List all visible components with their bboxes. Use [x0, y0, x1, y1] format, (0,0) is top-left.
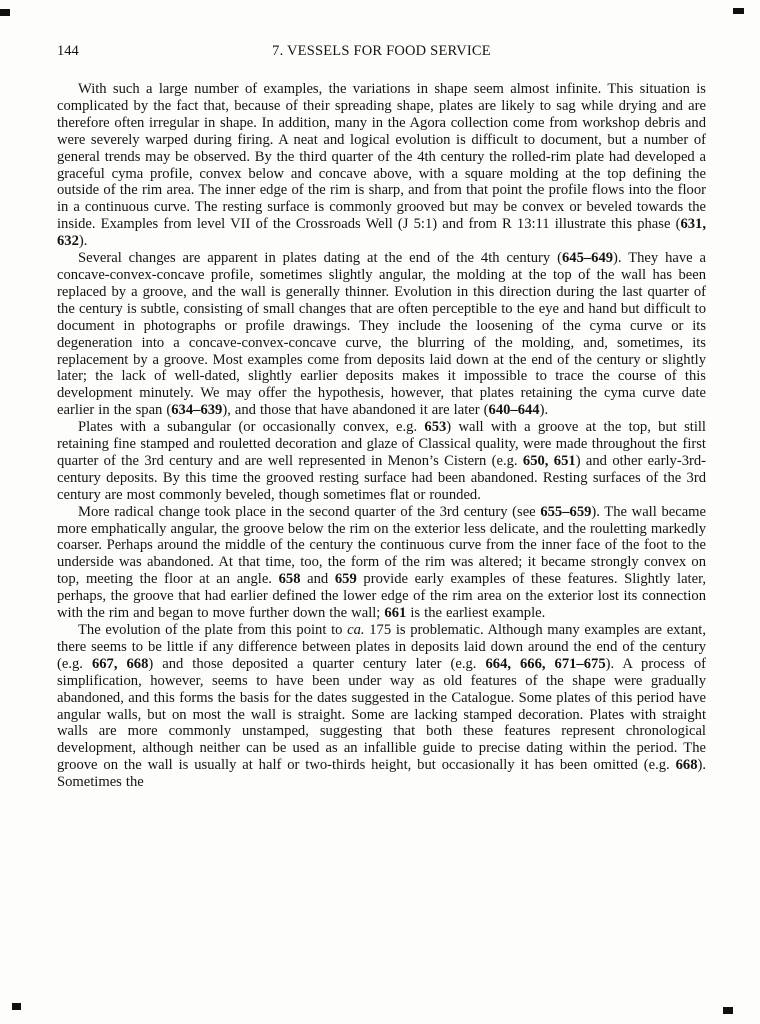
catalogue-number: 664, 666, 671–675: [485, 655, 606, 672]
paragraph: [57, 250, 706, 419]
text-run: ) and those deposited a quarter century later (e.g.: [148, 655, 486, 672]
catalogue-number: 640–644: [488, 402, 540, 419]
paragraph: [57, 81, 706, 250]
text-run: 175 is problematic. Although many examples are extant, there seems to be little if any difference between plates in deposits laid down around the end of the century (e.g.: [57, 622, 707, 672]
text-run: ).: [539, 402, 549, 419]
page-body: [57, 81, 706, 791]
page-number: 144: [57, 43, 79, 59]
paragraph: [57, 419, 706, 504]
catalogue-number: 650, 651: [522, 452, 576, 469]
scan-artifact-top-left: [0, 9, 10, 16]
catalogue-number: 668: [675, 757, 698, 774]
catalogue-number: 634–639: [171, 402, 223, 419]
text-run: ) wall with a groove at the top, but still retaining fine stamped and rouletted decoration and glaze of Classical quality, were made throughout the first quarter of the 3rd century and are well represented in Menon’s Cistern (e.g.: [57, 419, 706, 469]
paragraph: [57, 504, 706, 622]
text-run: ca.: [347, 622, 365, 638]
catalogue-number: 658: [278, 571, 301, 588]
catalogue-number: 659: [334, 571, 357, 588]
scan-artifact-bottom-right: [723, 1007, 733, 1014]
text-run: ). Sometimes the: [57, 757, 706, 791]
text-run: ). The wall became more emphatically angular, the groove below the rim on the exterior less delicate, and the rouletting markedly coarser. Perhaps around the middle of the century the continuous curve from the inner face of the foot to the underside was abandoned. At that time, too, the form of the rim was altered; it became strongly convex on top, meeting the floor at an angle.: [57, 503, 707, 588]
text-run: ). A process of simplification, however, seems to have been under way as old features of the shape were gradually abandoned, and this forms the basis for the dates suggested in the Catalogue. Some plates of this period have angular walls, but on most the wall is straight. Some are lacking stamped decoration. Plates with straight walls are more commonly unstamped, suggesting that both these features represent chronological development, although neither can be used as an infallible guide to precise dating within the period. The groove on the wall is usually at half or two-thirds height, but occasionally it has been omitted (e.g.: [57, 655, 706, 774]
text-run: is the earliest example.: [406, 605, 546, 622]
catalogue-number: 655–659: [540, 503, 592, 520]
paragraph: [57, 622, 706, 791]
text-run: The evolution of the plate from this point to: [78, 622, 348, 638]
catalogue-number: 667, 668: [91, 655, 149, 672]
text-run: Plates with a subangular (or occasionally convex, e.g.: [78, 419, 425, 436]
text-run: and: [300, 571, 335, 588]
text-run: ). They have a concave-convex-concave profile, sometimes slightly angular, the molding at the top of the wall has been replaced by a groove, and the wall is generally thinner. Evolution in this direction during the last quarter of the century is subtle, consisting of small changes that are often perceptible to the eye and hand but difficult to document in photographs or profile drawings. They include the loosening of the cyma curve or its degeneration into a concave-convex-concave curve, the blurring of the molding, and, sometimes, its replacement by a groove. Most examples come from deposits laid down at the end of the century or slightly later; the lack of well-dated, slightly earlier deposits makes it impossible to trace the course of this development minutely. We may offer the hypothesis, however, that plates retaining the cyma curve date earlier in the span (: [57, 250, 707, 419]
text-run: Several changes are apparent in plates dating at the end of the 4th century (: [78, 250, 562, 267]
catalogue-number: 653: [424, 419, 447, 436]
running-head: 7. VESSELS FOR FOOD SERVICE: [272, 43, 491, 59]
catalogue-number: 645–649: [561, 250, 614, 267]
scan-artifact-top-right: [733, 8, 744, 14]
text-run: ).: [78, 233, 88, 250]
text-run: With such a large number of examples, the variations in shape seem almost infinite. This situation is complicated by the fact that, because of their spreading shape, plates are likely to sag while drying and are therefore often irregular in shape. In addition, many in the Agora collection come from workshop debris and were severely warped during firing. A neat and logical evolution is difficult to document, but a number of general trends may be observed. By the third quarter of the 4th century the rolled-rim plate had developed a graceful cyma profile, convex below and concave above, with a square molding at the top defining the outside of the rim area. The inner edge of the rim is sharp, and from that point the profile flows into the floor in a continuous curve. The resting surface is commonly grooved but may be convex or beveled towards the inside. Examples from level VII of the Crossroads Well (J 5:1) and from R 13:11 illustrate this phase (: [57, 81, 706, 233]
scan-artifact-bottom-left: [12, 1003, 21, 1010]
text-run: ), and those that have abandoned it are later (: [222, 402, 489, 419]
text-run: ) and other early-3rd-century deposits. By this time the grooved resting surface had been abandoned. Resting surfaces of the 3rd century are most commonly beveled, though sometimes flat or rounded.: [57, 452, 707, 503]
catalogue-number: 661: [384, 605, 407, 622]
text-column: [57, 42, 706, 791]
catalogue-number: 631, 632: [57, 216, 706, 250]
text-run: provide early examples of these features. Slightly later, perhaps, the groove that had earlier defined the lower edge of the rim area on the exterior lost its connection with the rim and began to move further down the wall;: [57, 571, 706, 622]
text-run: More radical change took place in the second quarter of the 3rd century (see: [78, 503, 541, 520]
page-header: [57, 42, 706, 60]
